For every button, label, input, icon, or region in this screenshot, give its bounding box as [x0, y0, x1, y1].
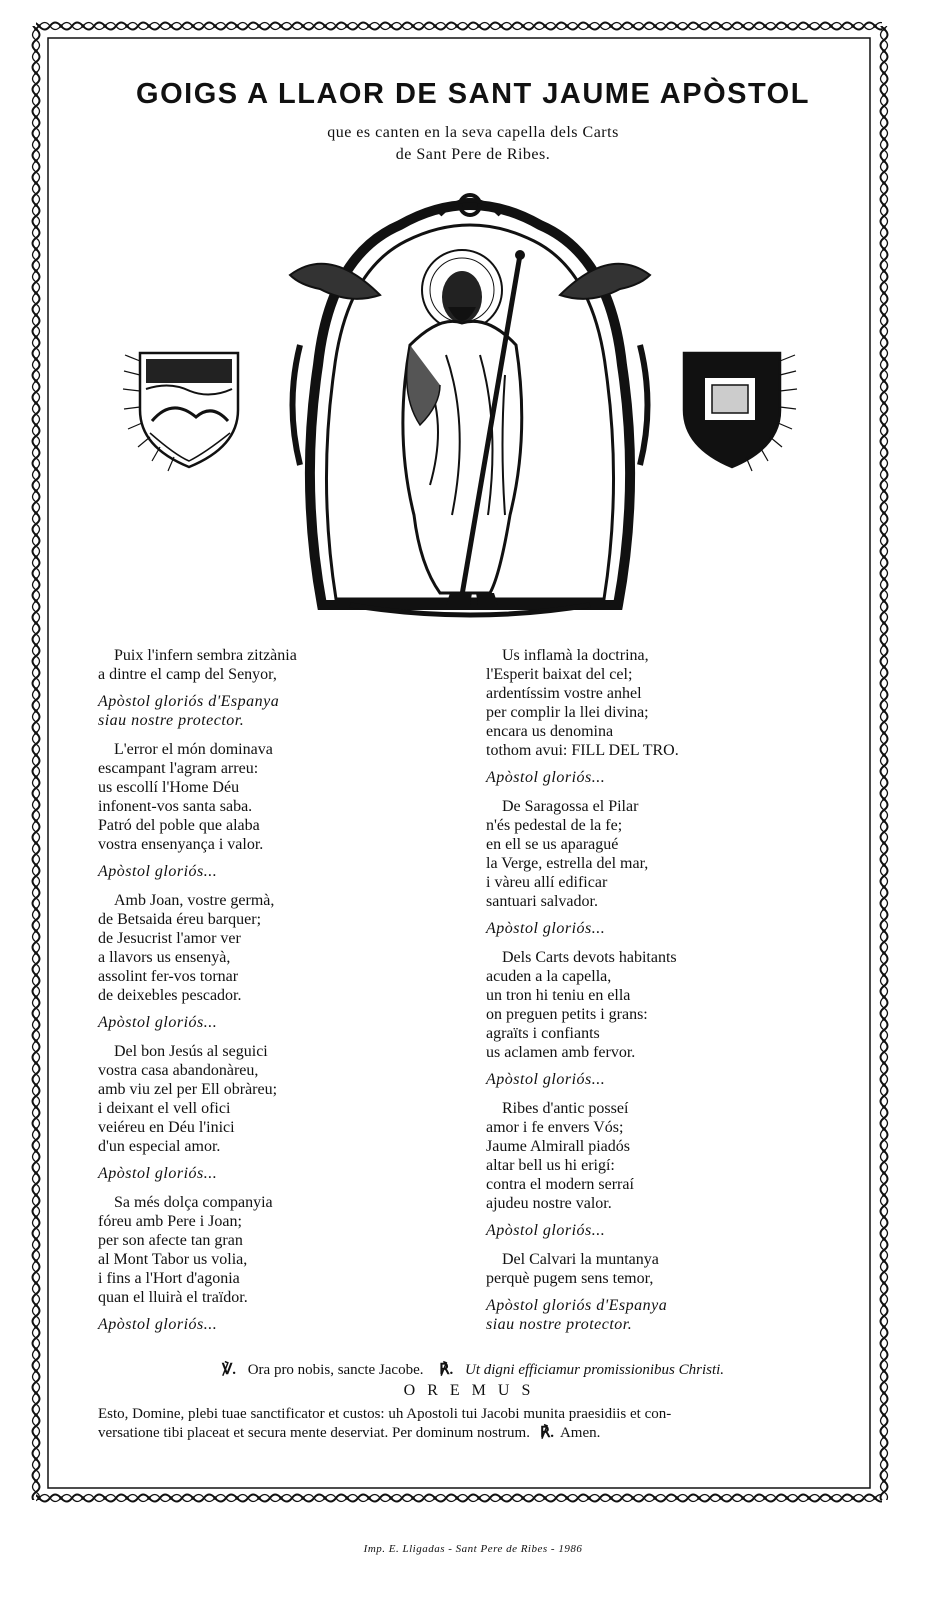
subtitle-line-1: que es canten en la seva capella dels Carts [327, 124, 619, 141]
verse-line: contra el modern serraí [486, 1176, 634, 1193]
verse-line: Amb Joan, vostre germà, [114, 892, 275, 909]
verse-line: Apòstol gloriós... [486, 920, 606, 937]
verse-line: fóreu amb Pere i Joan; [98, 1213, 242, 1230]
refrain [486, 1070, 866, 1089]
refrain [98, 1164, 458, 1183]
verse-line: a dintre el camp del Senyor, [98, 666, 277, 683]
left-verse-column [98, 646, 458, 1344]
verse-line: i vàreu allí edificar [486, 874, 608, 891]
verse-line: altar bell us hi erigí: [486, 1157, 615, 1174]
verse-line: Apòstol gloriós... [98, 863, 218, 880]
verse-line: Puix l'infern sembra zitzània [114, 647, 297, 664]
verse-line: Jaume Almirall piadós [486, 1138, 630, 1155]
versicle [60, 1360, 886, 1379]
verse-line: de Betsaida éreu barquer; [98, 911, 262, 928]
refrain [486, 919, 866, 938]
verse-line: i fins a l'Hort d'agonia [98, 1270, 240, 1287]
verse-line: amor i fe envers Vós; [486, 1119, 624, 1136]
verse-line: De Saragossa el Pilar [502, 798, 639, 815]
refrain [98, 692, 458, 730]
verse-line: per complir la llei divina; [486, 704, 649, 721]
verse-line: Apòstol gloriós d'Espanya [98, 693, 280, 710]
verse-line: siau nostre protector. [486, 1316, 633, 1333]
verse-line: vostra casa abandonàreu, [98, 1062, 259, 1079]
right-verse-column [486, 646, 866, 1344]
refrain [486, 1296, 866, 1334]
prayer-line-2 [98, 1424, 838, 1443]
refrain [98, 862, 458, 881]
stanza [486, 1250, 866, 1288]
verse-line: en ell se us aparagué [486, 836, 619, 853]
verse-line: veiéreu en Déu l'inici [98, 1119, 235, 1136]
stanza [98, 740, 458, 854]
illustration-svg [0, 185, 946, 625]
response-text: Ut digni efficiamur promissionibus Christi. [465, 1362, 725, 1378]
closing-prayer [98, 1405, 838, 1443]
verse-line: de deixebles pescador. [98, 987, 242, 1004]
verse-line: Sa més dolça companyia [114, 1194, 273, 1211]
verse-line: siau nostre protector. [98, 712, 245, 729]
verse-line: Us inflamà la doctrina, [502, 647, 649, 664]
verse-line: Del Calvari la muntanya [502, 1251, 659, 1268]
subtitle-line-2: de Sant Pere de Ribes. [395, 146, 551, 163]
prayer-line-2-text: versatione tibi placeat et secura mente deserviat. Per dominum nostrum. [98, 1425, 530, 1441]
oremus-heading: OREMUS [403, 1382, 543, 1399]
stanza [98, 1042, 458, 1156]
page-title: GOIGS A LLAOR DE SANT JAUME APÒSTOL [136, 78, 810, 110]
verse-line: Apòstol gloriós... [486, 1222, 606, 1239]
verse-line: vostra ensenyança i valor. [98, 836, 264, 853]
verse-line: Dels Carts devots habitants [502, 949, 677, 966]
refrain [98, 1315, 458, 1334]
verse-line: la Verge, estrella del mar, [486, 855, 649, 872]
verse-line: n'és pedestal de la fe; [486, 817, 623, 834]
subtitle [60, 122, 886, 166]
verse-line: un tron hi teniu en ella [486, 987, 631, 1004]
verse-line: Apòstol gloriós... [486, 769, 606, 786]
verse-line: escampant l'agram arreu: [98, 760, 259, 777]
refrain [486, 1221, 866, 1240]
verse-line: ardentíssim vostre anhel [486, 685, 642, 702]
verse-line: Apòstol gloriós... [486, 1071, 606, 1088]
right-coat-of-arms-icon [684, 353, 797, 471]
left-coat-of-arms-icon [123, 353, 238, 471]
amen-symbol: ℟. [539, 1425, 554, 1441]
stanza [486, 948, 866, 1062]
prayer-line-1: Esto, Domine, plebi tuae sanctificator et custos: uh Apostoli tui Jacobi munita praesidiis et con- [98, 1406, 672, 1422]
response-symbol: ℟. [439, 1362, 454, 1378]
verse-line: tothom avui: FILL DEL TRO. [486, 742, 679, 759]
stanza [98, 646, 458, 684]
refrain [486, 768, 866, 787]
verse-line: a llavors us ensenyà, [98, 949, 231, 966]
verse-line: amb viu zel per Ell obràreu; [98, 1081, 278, 1098]
versicle-text: Ora pro nobis, sancte Jacobe. [247, 1362, 424, 1378]
refrain [98, 1013, 458, 1032]
verse-line: ajudeu nostre valor. [486, 1195, 612, 1212]
verse-line: us aclamen amb fervor. [486, 1044, 636, 1061]
verse-line: per son afecte tan gran [98, 1232, 243, 1249]
verse-line: Patró del poble que alaba [98, 817, 260, 834]
stanza [486, 646, 866, 760]
verse-line: L'error el món dominava [114, 741, 273, 758]
verse-line: on preguen petits i grans: [486, 1006, 648, 1023]
verse-line: encara us denomina [486, 723, 614, 740]
stanza [486, 797, 866, 911]
verse-line: us escollí l'Home Déu [98, 779, 240, 796]
verse-line: santuari salvador. [486, 893, 598, 910]
verse-line: perquè pugem sens temor, [486, 1270, 654, 1287]
stanza [98, 1193, 458, 1307]
verse-line: acuden a la capella, [486, 968, 612, 985]
stanza [486, 1099, 866, 1213]
verse-line: agraïts i confiants [486, 1025, 600, 1042]
verse-line: quan el lluirà el traïdor. [98, 1289, 248, 1306]
verse-line: l'Esperit baixat del cel; [486, 666, 633, 683]
verse-line: i deixant el vell ofici [98, 1100, 231, 1117]
saint-james-figure-icon [403, 250, 525, 605]
verse-line: Apòstol gloriós... [98, 1316, 218, 1333]
verse-line: Apòstol gloriós d'Espanya [486, 1297, 668, 1314]
printer-imprint: Imp. E. Lligadas - Sant Pere de Ribes - 1986 [363, 1543, 583, 1555]
verse-line: Del bon Jesús al seguici [114, 1043, 268, 1060]
verse-line: Apòstol gloriós... [98, 1014, 218, 1031]
illustration-area [0, 185, 946, 625]
verse-line: d'un especial amor. [98, 1138, 221, 1155]
verse-line: infonent-vos santa saba. [98, 798, 253, 815]
verse-line: Ribes d'antic posseí [502, 1100, 629, 1117]
amen-text: Amen. [559, 1425, 601, 1441]
verse-line: al Mont Tabor us volia, [98, 1251, 248, 1268]
stanza [98, 891, 458, 1005]
verse-line: Apòstol gloriós... [98, 1165, 218, 1182]
verse-line: de Jesucrist l'amor ver [98, 930, 241, 947]
verse-line: assolint fer-vos tornar [98, 968, 239, 985]
versicle-symbol: ℣. [221, 1362, 236, 1378]
